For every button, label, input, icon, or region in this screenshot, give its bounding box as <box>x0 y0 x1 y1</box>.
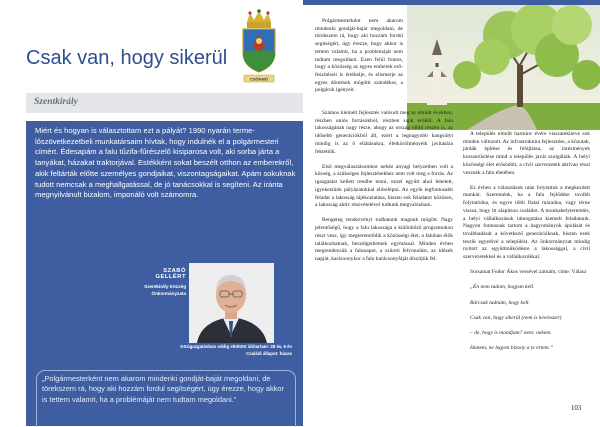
body-column-1 <box>315 110 453 271</box>
body-column-1-top <box>315 18 403 95</box>
caption-status: Családi állapot: házas <box>246 350 292 356</box>
intro-text: Miért és hogyan is választottam ezt a pályát? 1990 nyarán termelőszövetkezetbeli munkatársaim hívtak, hogy indulnék el a polgármesteri címért. Édesapám a falu tűzifa-fűrészelő kisiparosa volt, aki sorba járta a tanyákat, házakat traktorjával. Estékként sokat beszélt otthon az emberekről, akik feltárták előtte személyes gondjaikat, viszontagságaikat. Apám sokuknak tudott nemcsak a meghallgatással, de jó tanácsokkal is segíteni. Az iránta megnyilvánult bizalom, imponáló volt számomra. <box>35 126 296 200</box>
person-role: Szentkirály Község Önkormányzata <box>144 284 186 296</box>
body-column-2 <box>463 131 590 360</box>
portrait-illustration <box>189 263 274 343</box>
body-paragraph: Polgármesterként nem akarom mindenki gondját-bajár megoldani, de törekszem rá, hogy aki hozzám fordul segítségért, úgy érezze, hogy akkor is tettem valamit, ha a problémáját nem tudtam megoldani. Ezen felül fontos, hogy a közösség az egyes emberek erőfeszítéseit is értékelje, és elismerje az egyes döntések mögötti szándékot, a polgárok igényeit. <box>315 18 403 94</box>
body-paragraph: Sorsainat Fodor Ákos versével zárnám, címe: Válasz <box>470 269 587 276</box>
poem-line: Csak van, hogy sikerül (nem is kevésszer) <box>470 314 562 321</box>
poem-line: Hanem, ne legyen bizony a te értem.” <box>470 345 554 352</box>
section-label: Szentkirály <box>34 97 78 107</box>
pull-quote: „Polgármesterként nem akarom mindenki gondját-baját megoldani, de törekszem rá, hogy aki hozzám fordul segítségért, úgy érezze, hogy akkor is tettem valamit, ha a problémáját nem tudtam megoldani.” <box>42 374 284 404</box>
body-paragraph: Számos kiemelt fejlesztés valósult meg az elmúlt években, részben uniós forrásokból, részben saját erőből. A falu lakosságának nagy része, ahogy az ország többi részén is, az idősebb generációkból áll, ezért a legnagyobb hangsúlyt mindig is az ő ellátásukra, életkörülményeik javítására fektettük. <box>315 110 453 155</box>
page-number: 103 <box>571 405 582 412</box>
person-block <box>140 268 186 297</box>
poem-line: Bárcsak tudnám, hogy kell. <box>470 299 530 306</box>
body-paragraph: Első megválasztásomkor nehéz anyagi helyzetben volt a község, a szükséges fejlesztésekhez nem volt meg a forrás. Az igazgatást kellett rendbe tenni, ezzel együtt ahol lehetett, igyekeztünk pályázatokkal előrelépni. Az egyik legfontosabb feladat a lakosság tájékoztatása, hiszen sok feladatot közösen, a lakosság aktív részvételével tudtunk megvalósítani. <box>315 163 453 209</box>
body-paragraph: Ez évben a választások után folytattuk a megkezdett munkát. Szeretnénk, ha a falu fejlődése tovább folytatódna, és egyre több fiatal maradna, vagy térne vissza, hogy itt alapítson családot. A munkahelyteremtés, a helyi vállalkozások támogatása kiemelt feladatunk. Nagyon fontosnak tartom a hagyományok ápolását és továbbadását a következő generációknak, hiszen ezek teszik egyedivé a települést. Az önkormányzat mindig nyitott az együttműködésre a lakossággal, a civil szervezetekkel és a vállalkozókkal. <box>463 184 590 261</box>
poem-line: „Én nem tudom, hogyan kell. <box>470 284 535 291</box>
photo-caption <box>52 344 292 357</box>
poem-line: – de, hogy is mondjam? nem: nekem. <box>470 330 552 337</box>
portrait-photo <box>189 263 274 343</box>
body-paragraph: A település elmúlt harminc évére visszatekintve sok minden változott. Az infrastruktúra fejlesztése, a közutak, járdák építése és felújítása, az intézmények korszerűsítése mind a település javát szolgálták. A helyi közösségi élet erősödött, a civil szervezetek aktívan részt vesznek a falu életében. <box>463 131 590 176</box>
page-title: Csak van, hogy sikerül <box>26 47 228 70</box>
coat-of-arms-logo <box>238 8 280 86</box>
caption-tenure: Közigazgatásban eddig eltöltött időtartam: 28 év, 6 év <box>180 344 292 349</box>
crest-ribbon-text: CSÖKMŐ <box>250 76 268 82</box>
body-paragraph: Rengeteg rendezvényt tudhatunk magunk mögött. Nagy jelentőségű, hogy a falu lakossága a különböző programokon részt vesz, így megteremtődik a közösségi élet, a faluban élők találkozhatnak, beszélgethetnek egymással. Minden évben megrendezzük a falunapot, a szüreti felvonulást, az idősek napját, karácsonykor a falu karácsonyfáját díszítjük fel. <box>315 217 453 262</box>
poem <box>463 284 590 353</box>
person-name: SZABÓ GELLÉRT <box>155 268 186 280</box>
